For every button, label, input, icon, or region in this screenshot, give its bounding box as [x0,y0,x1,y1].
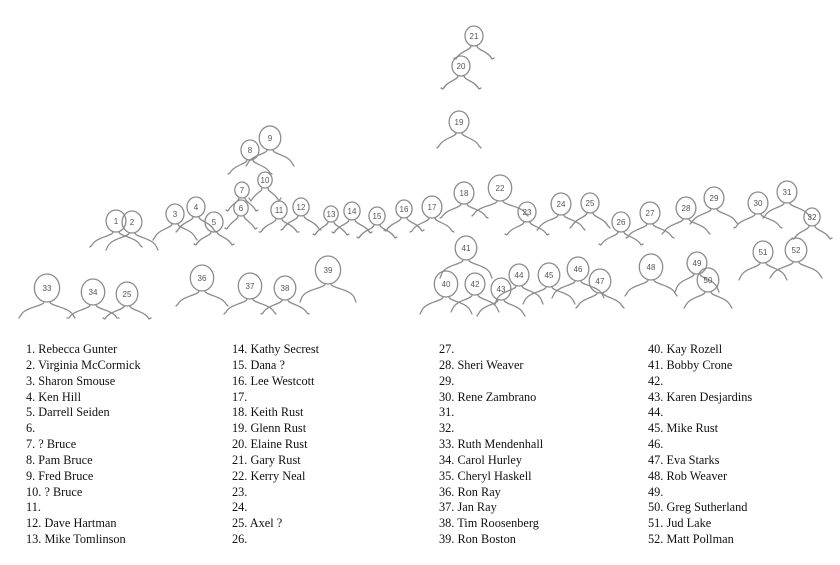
figure-number: 33 [42,284,52,293]
person-figure-23 [505,202,549,235]
names-column-1 [26,342,141,548]
name-entry-46: 46. [648,437,664,452]
person-figure-22 [472,175,528,216]
figure-body [477,300,525,316]
name-entry-51: 51. Jud Lake [648,516,712,531]
name-entry-8: 8. Pam Bruce [26,452,93,467]
names-column-3 [439,342,543,548]
person-figure-48 [625,254,677,296]
person-figure-16 [384,200,424,231]
figure-body [739,263,787,280]
figure-number: 16 [399,205,409,214]
figure-number: 20 [456,62,466,71]
name-entry-10: 10. ? Bruce [26,484,83,499]
name-entry-20: 20. Elaine Rust [232,437,308,452]
figure-number: 6 [238,204,244,213]
person-figure-19 [437,111,481,148]
figure-body [662,219,710,234]
figure-body [734,214,782,228]
figure-number: 41 [461,244,471,253]
name-entry-32: 32. [439,421,455,436]
names-column-4 [648,342,752,548]
figure-number: 25 [585,199,595,208]
name-entry-7: 7. ? Bruce [26,437,77,452]
name-entry-28: 28. Sheri Weaver [439,357,524,372]
name-entry-39: 39. Ron Boston [439,532,516,547]
person-figure-29 [690,187,738,224]
figure-body [441,76,481,89]
figure-number: 8 [247,146,253,155]
figure-body [67,305,119,318]
figure-body [300,284,356,302]
figure-number: 50 [703,276,713,285]
figure-number: 37 [245,282,255,291]
name-entry-6: 6. [26,421,36,436]
figure-number: 44 [514,271,524,280]
figure-number: 1 [113,217,119,226]
figure-body [106,233,158,250]
figure-number: 26 [616,218,626,227]
figure-number: 9 [267,134,273,143]
figure-body [684,292,732,308]
person-figure-1 [90,210,142,247]
figure-body [626,224,674,238]
figure-body [440,204,488,218]
figure-number: 4 [193,203,199,212]
figure-body [523,287,575,304]
figure-number: 36 [197,274,207,283]
name-entry-47: 47. Eva Starks [648,452,720,467]
figure-body [246,150,294,166]
person-figure-10 [249,172,281,201]
figure-number: 7 [239,186,245,195]
person-figure-31 [763,181,811,218]
name-entry-24: 24. [232,500,248,515]
person-figure-36 [176,265,228,306]
figure-body [599,232,643,245]
figure-number: 43 [496,285,506,294]
name-entry-9: 9. Fred Bruce [26,468,94,483]
person-figure-33 [19,274,75,318]
name-entry-34: 34. Carol Hurley [439,452,522,467]
person-figure-49 [675,252,719,292]
person-figure-24 [537,193,585,230]
figure-number: 21 [469,32,479,41]
figure-number: 45 [544,271,554,280]
figure-body [792,226,832,239]
person-figure-25 [570,193,610,228]
person-figure-51 [739,241,787,280]
figure-number: 30 [753,199,763,208]
figure-body [472,201,528,216]
person-figure-8 [228,140,272,174]
figure-body [576,293,624,308]
name-entry-18: 18. Keith Rust [232,405,304,420]
name-entry-36: 36. Ron Ray [439,484,501,499]
name-entry-15: 15. Dana ? [232,357,285,372]
person-figure-52 [770,238,822,278]
name-entry-14: 14. Kathy Secrest [232,342,320,356]
person-figure-21 [454,26,494,59]
person-figure-43 [477,278,525,316]
name-entry-31: 31. [439,405,455,420]
figure-number: 29 [709,194,719,203]
person-figure-44 [495,264,543,304]
person-figure-35 [103,282,151,319]
figure-number: 31 [782,188,792,197]
figure-body [451,295,499,312]
person-figure-27 [626,202,674,238]
figure-body [770,262,822,278]
figure-number: 24 [556,200,566,209]
figure-number: 5 [211,218,217,227]
figure-number: 13 [326,210,336,219]
name-entry-41: 41. Bobby Crone [648,357,733,372]
figure-number: 46 [573,265,583,274]
person-figure-17 [410,196,454,232]
name-entry-45: 45. Mike Rust [648,421,719,436]
name-entry-25: 25. Axel ? [232,516,283,531]
figure-number: 34 [88,288,98,297]
name-entry-21: 21. Gary Rust [232,452,301,467]
figure-number: 18 [459,189,469,198]
figure-number: 42 [470,280,480,289]
figure-number: 22 [495,184,505,193]
name-entry-52: 52. Matt Pollman [648,532,734,547]
name-entry-42: 42. [648,373,664,388]
person-figure-18 [440,182,488,218]
figure-number: 25 [122,290,132,299]
figure-body [224,299,276,314]
name-entry-35: 35. Cheryl Haskell [439,468,532,483]
figure-number: 27 [645,209,655,218]
person-figure-32 [792,208,832,239]
figure-number: 3 [172,210,178,219]
figure-number: 11 [274,206,284,215]
figure-body [194,232,234,245]
figure-body [537,215,585,230]
name-entry-22: 22. Kerry Neal [232,468,306,483]
name-entry-4: 4. Ken Hill [26,389,81,404]
person-figure-26 [599,212,643,245]
name-entry-38: 38. Tim Roosenberg [439,516,539,531]
figure-number: 48 [646,263,656,272]
person-figure-38 [261,276,309,314]
person-figure-20 [441,56,481,89]
figure-body [249,188,281,201]
name-entry-12: 12. Dave Hartman [26,516,117,531]
figure-body [437,133,481,148]
figure-number: 52 [791,246,801,255]
name-entry-2: 2. Virginia McCormick [26,357,141,372]
name-entry-11: 11. [26,500,41,515]
figure-number: 49 [692,259,702,268]
figure-number: 19 [454,118,464,127]
name-entry-1: 1. Rebecca Gunter [26,342,118,356]
figure-body [570,213,610,228]
figure-number: 17 [427,203,437,212]
name-entry-33: 33. Ruth Mendenhall [439,437,544,452]
person-figure-47 [576,269,624,308]
person-figure-6 [225,200,257,229]
figure-number: 38 [280,284,290,293]
name-entry-17: 17. [232,389,248,404]
figure-body [225,216,257,229]
person-figure-12 [281,198,321,230]
name-entry-27: 27. [439,342,455,356]
figure-number: 12 [296,203,306,212]
name-entry-37: 37. Jan Ray [439,500,497,515]
person-figure-4 [176,197,216,232]
figure-number: 39 [323,266,333,275]
figure-body [153,224,197,240]
name-entry-26: 26. [232,532,248,547]
person-figure-30 [734,192,782,228]
name-entry-40: 40. Kay Rozell [648,342,723,356]
figure-number: 51 [758,248,768,257]
name-entry-30: 30. Rene Zambrano [439,389,537,404]
figure-body [440,260,492,278]
name-entry-3: 3. Sharon Smouse [26,373,116,388]
figure-number: 2 [129,218,135,227]
figure-number: 47 [595,277,605,286]
name-entry-49: 49. [648,484,664,499]
figure-number: 10 [260,176,270,185]
name-entry-50: 50. Greg Sutherland [648,500,748,515]
figure-body [625,280,677,296]
name-entry-23: 23. [232,484,248,499]
person-figure-39 [300,256,356,302]
figure-number: 28 [681,204,691,213]
name-entry-5: 5. Darrell Seiden [26,405,110,420]
figure-body [454,46,494,59]
figure-number: 40 [441,280,451,289]
figure-body [176,291,228,306]
person-figure-50 [684,268,732,308]
person-figure-28 [662,197,710,234]
names-column-2 [232,342,319,548]
name-entry-29: 29. [439,373,455,388]
person-figure-40 [420,271,472,314]
figure-body [19,302,75,318]
name-entry-43: 43. Karen Desjardins [648,389,753,404]
figure-number: 14 [347,207,357,216]
person-figure-15 [357,207,397,238]
name-entry-16: 16. Lee Westcott [232,373,315,388]
figure-number: 32 [807,213,817,222]
name-entry-13: 13. Mike Tomlinson [26,532,126,547]
name-entry-19: 19. Glenn Rust [232,421,307,436]
figure-number: 23 [522,208,532,217]
figure-number: 15 [372,212,382,221]
figure-body [690,209,738,224]
name-entry-44: 44. [648,405,664,420]
person-figure-34 [67,279,119,318]
person-figure-3 [153,204,197,240]
name-entry-48: 48. Rob Weaver [648,468,728,483]
